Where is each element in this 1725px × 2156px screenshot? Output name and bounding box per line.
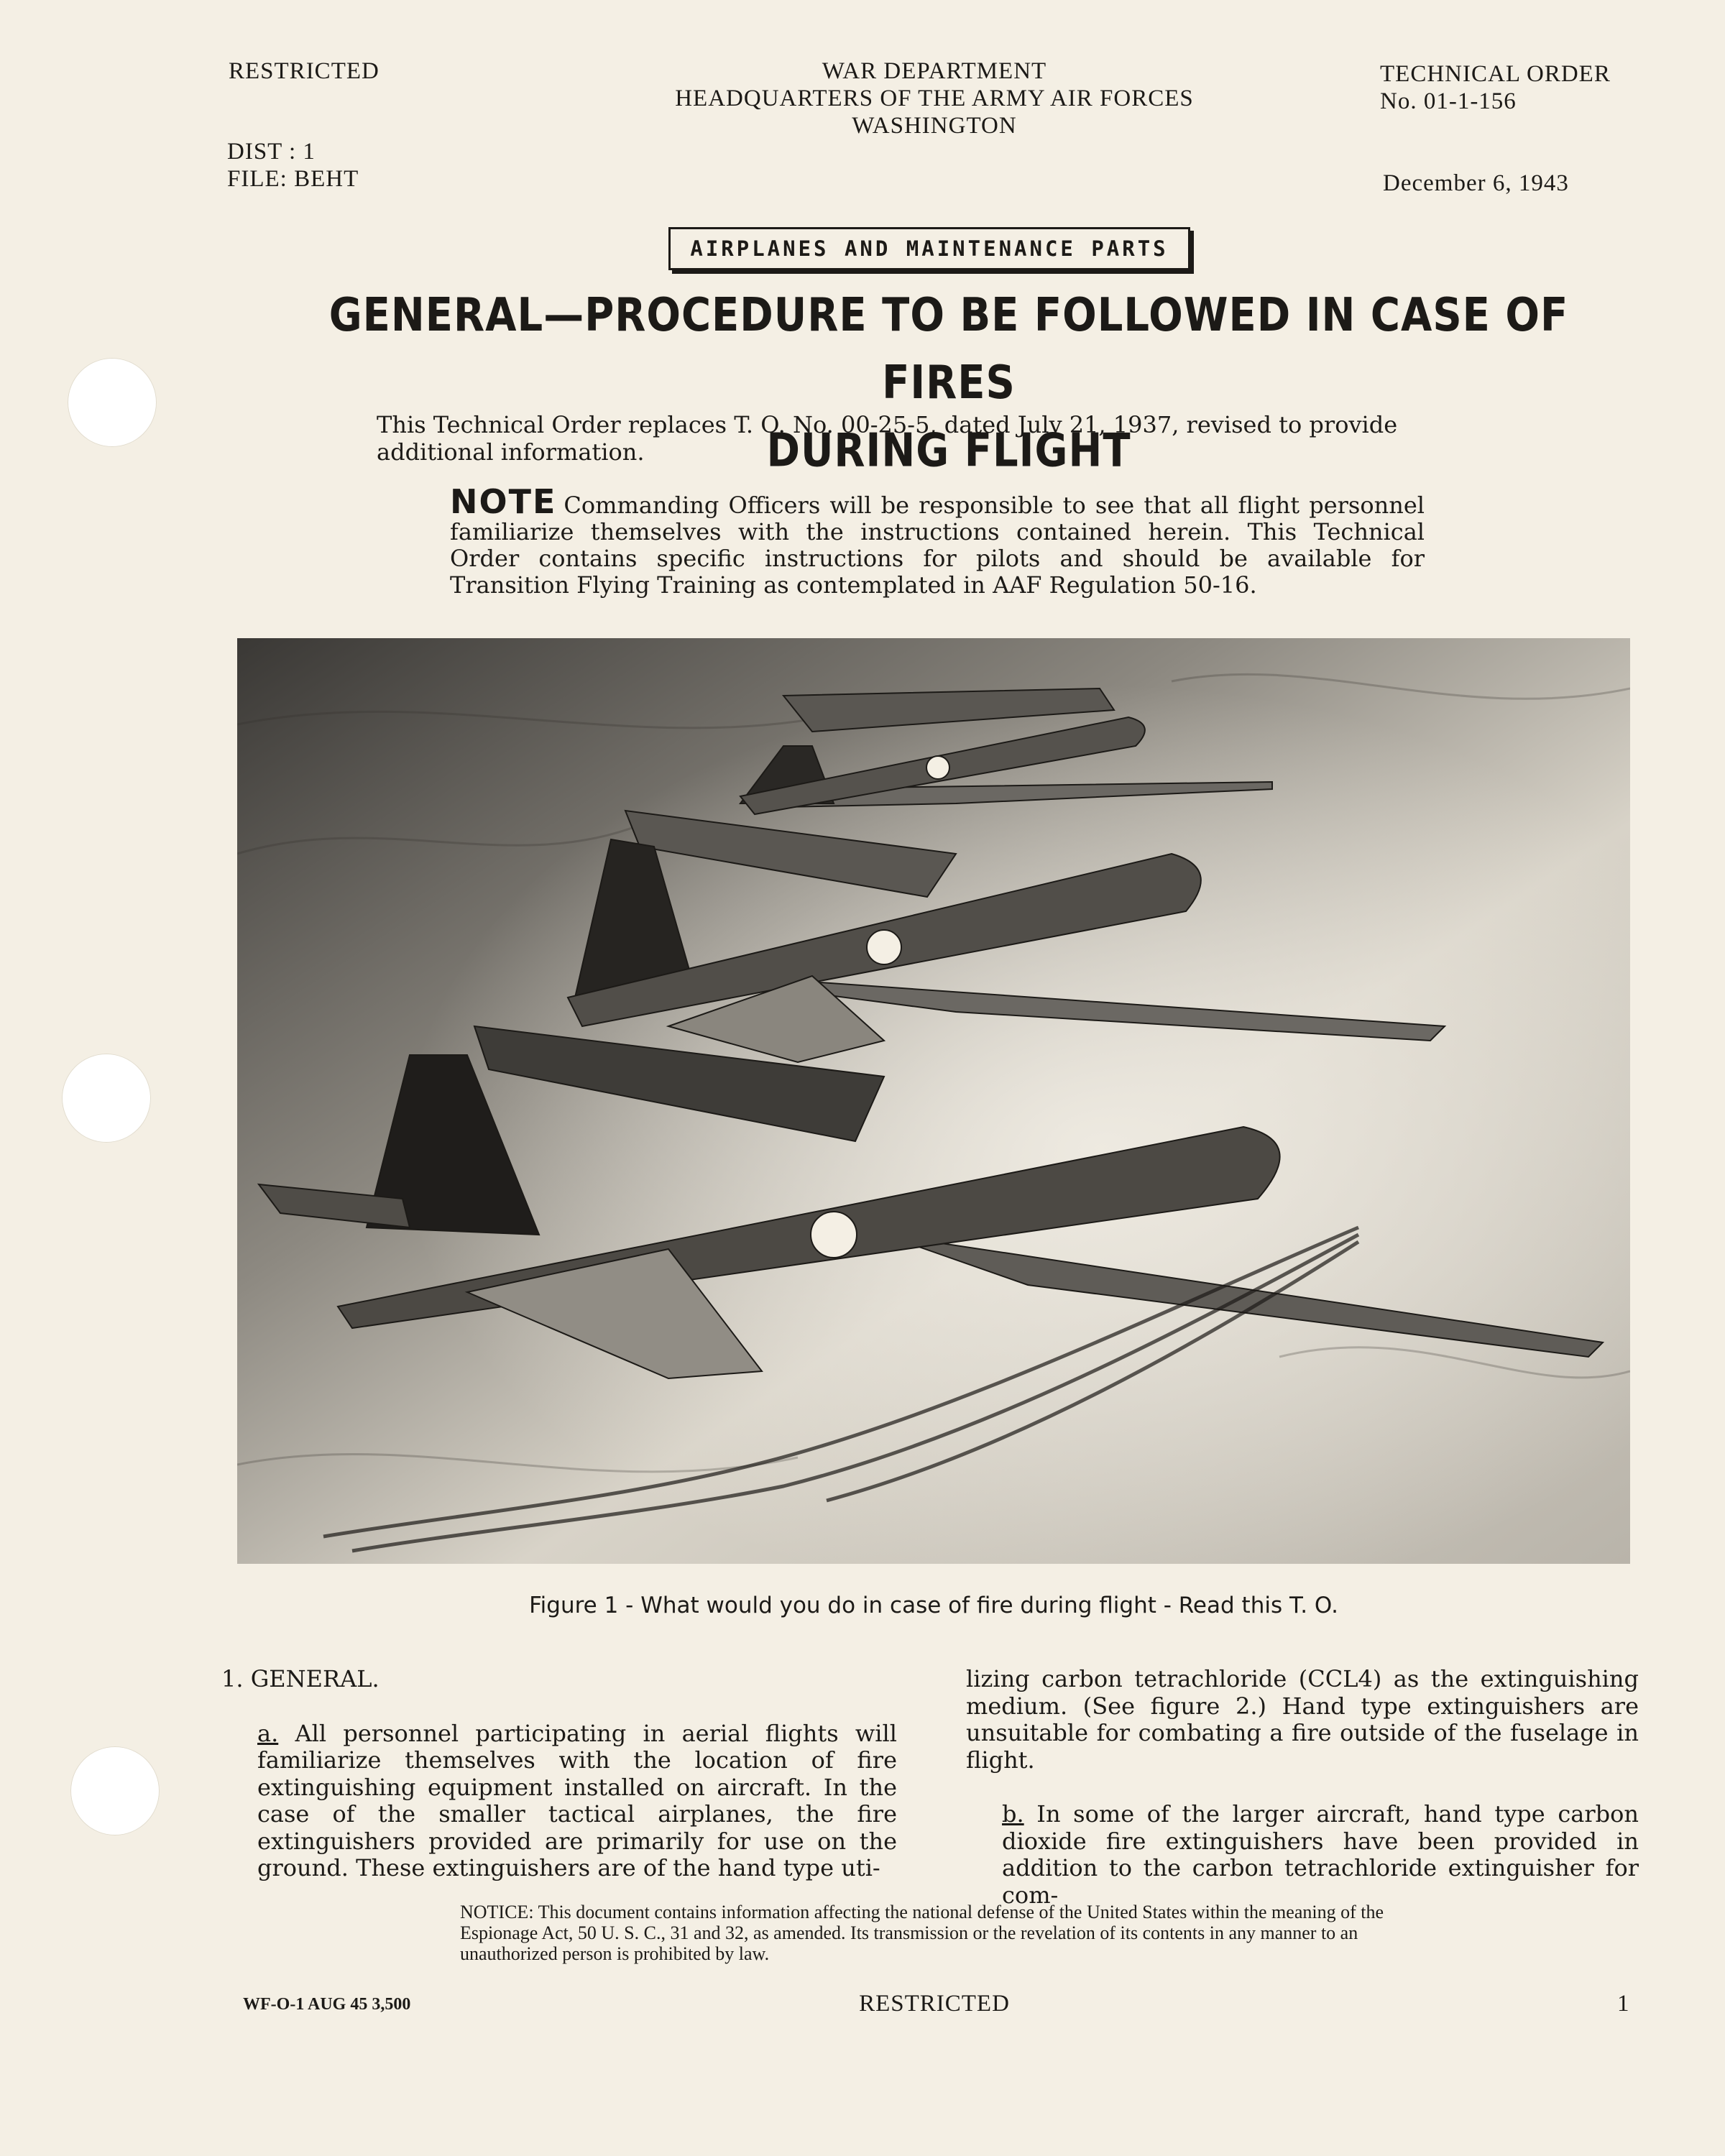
- order-line: TECHNICAL ORDER: [1380, 61, 1611, 87]
- figure-caption: Figure 1 - What would you do in case of fire during flight - Read this T. O.: [529, 1593, 1338, 1618]
- order-line: No. 01-1-156: [1380, 88, 1517, 114]
- replaces-statement: This Technical Order replaces T. O. No. 00-25-5, dated July 21, 1937, revised to provide additional information.: [377, 411, 1398, 466]
- issue-date: December 6, 1943: [1383, 170, 1569, 196]
- note-block: [450, 482, 1425, 599]
- issuer-line: HEADQUARTERS OF THE ARMY AIR FORCES: [675, 86, 1194, 111]
- paragraph-a-continued: lizing carbon tetrachloride (CCL4) as the extinguishing medium. (See figure 2.) Hand type extinguishers are unsuitable for combating a fire outside of the fuselage in flight.: [966, 1665, 1639, 1774]
- espionage-notice: [460, 1902, 1409, 1964]
- text-column-left: [221, 1666, 897, 1909]
- para-a-text: All personnel participating in aerial flights will familiarize themselves with the location of fire extinguishing equipment installed on aircraft. In the case of the smaller tactical airplanes, the fire extinguishers provided are primarily for use on the ground. These extinguishers are of the hand type uti-: [257, 1719, 898, 1881]
- para-b-text: In some of the larger aircraft, hand type carbon dioxide fire extinguishers have been provided in addition to the carbon tetrachloride extinguisher for com-: [1002, 1800, 1639, 1909]
- issuer-line: WASHINGTON: [852, 113, 1017, 139]
- paragraph-a: [221, 1720, 897, 1882]
- notice-label: NOTICE:: [460, 1902, 534, 1922]
- paragraph-b: [966, 1801, 1639, 1909]
- page-number: 1: [1617, 1991, 1629, 2017]
- dist-line: DIST : 1: [227, 139, 316, 165]
- punch-hole: [68, 358, 157, 447]
- note-label: NOTE: [450, 482, 557, 521]
- category-box: AIRPLANES AND MAINTENANCE PARTS: [668, 227, 1190, 270]
- punch-hole: [62, 1054, 151, 1143]
- print-code: WF-O-1 AUG 45 3,500: [243, 1995, 411, 2014]
- punch-hole: [70, 1746, 160, 1835]
- illustration-svg: [237, 638, 1630, 1564]
- classification-bottom: RESTRICTED: [859, 1991, 1010, 2017]
- text-column-right: [966, 1666, 1639, 1936]
- notice-text: This document contains information affecting the national defense of the United States within the meaning of the Espionage Act, 50 U. S. C., 31 and 32, as amended. Its transmission or the revelation of its contents in any manner to an unauthorized person is prohibited by law.: [460, 1902, 1384, 1964]
- note-text: Commanding Officers will be responsible to see that all flight personnel familiarize themselves with the instructions contained herein. This Technical Order contains specific instructions for pilots and should be available for Transition Flying Training as contemplated in AAF Regulation 50-16.: [450, 492, 1425, 599]
- classification-top: RESTRICTED: [229, 58, 380, 84]
- order-number-block: [1380, 60, 1611, 115]
- title-line: GENERAL—PROCEDURE TO BE FOLLOWED IN CASE OF FIRES: [328, 288, 1569, 410]
- distribution-block: [227, 138, 359, 193]
- section-heading: 1. GENERAL.: [221, 1665, 380, 1692]
- para-a-label: a.: [257, 1719, 279, 1747]
- para-b-label: b.: [1002, 1800, 1024, 1828]
- bomber-formation-illustration: [237, 638, 1630, 1564]
- title-line: DURING FLIGHT: [766, 423, 1131, 478]
- file-line: FILE: BEHT: [227, 166, 359, 192]
- issuer-line: WAR DEPARTMENT: [822, 58, 1047, 84]
- issuer-block: [503, 57, 1366, 139]
